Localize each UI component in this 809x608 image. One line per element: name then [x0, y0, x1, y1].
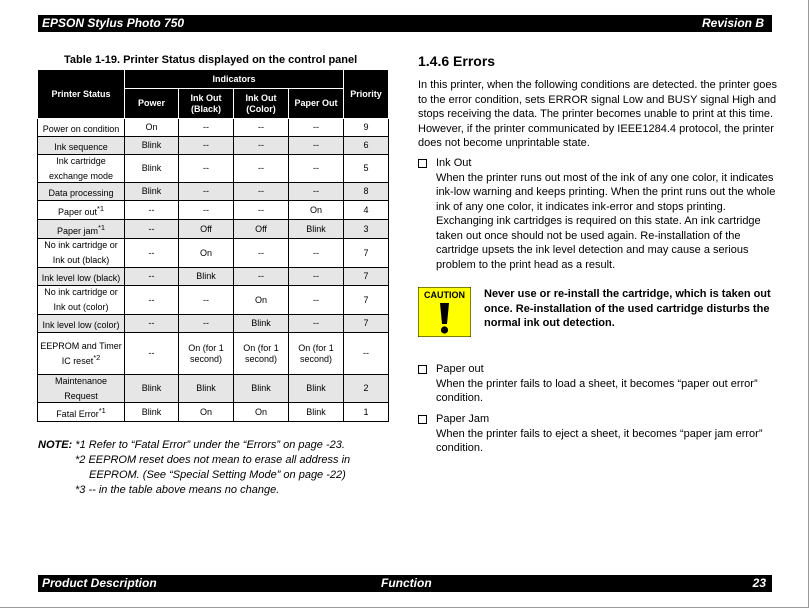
ink-color-cell: Blink	[234, 315, 289, 333]
status-cell: Paper out$^{*1}$	[38, 201, 125, 220]
ink-black-cell: Off	[179, 220, 234, 239]
paper-out-cell: Blink	[289, 375, 344, 403]
status-cell: Power on condition	[38, 119, 125, 137]
ink-color-cell: --	[234, 183, 289, 201]
ink-color-cell: --	[234, 137, 289, 155]
paper-out-body: When the printer fails to load a sheet, it becomes “paper out error” condition.	[436, 377, 758, 404]
paper-out-title: Paper out	[436, 363, 484, 375]
table-row	[38, 220, 389, 239]
ink-black-cell: Blink	[179, 268, 234, 286]
status-cell: Data processing	[38, 183, 125, 201]
paper-out-cell: Blink	[289, 220, 344, 239]
power-cell: --	[125, 333, 179, 375]
table-row	[38, 137, 389, 155]
note-line-3: EEPROM. (See “Special Setting Mode” on page -22)	[89, 469, 346, 481]
status-cell: No ink cartridge or Ink out (black)	[38, 239, 125, 268]
ink-black-cell: --	[179, 201, 234, 220]
note-line-1: *1 Refer to “Fatal Error” under the “Errors” on page -23.	[75, 439, 345, 451]
paper-out-cell: --	[289, 155, 344, 183]
bullet-box-icon	[418, 159, 427, 168]
power-cell: --	[125, 239, 179, 268]
ink-black-cell: --	[179, 137, 234, 155]
power-cell: --	[125, 220, 179, 239]
header-printer-status: Printer Status	[38, 70, 125, 119]
header-paper-out: Paper Out	[289, 89, 344, 119]
paper-out-cell: --	[289, 119, 344, 137]
ink-black-cell: --	[179, 183, 234, 201]
priority-cell: 9	[344, 119, 389, 137]
header-priority: Priority	[344, 70, 389, 119]
priority-cell: --	[344, 333, 389, 375]
bullet-box-icon	[418, 415, 427, 424]
page-header	[38, 15, 772, 32]
table-row	[38, 183, 389, 201]
ink-black-cell: --	[179, 155, 234, 183]
paper-jam-body: When the printer fails to eject a sheet, it becomes “paper jam error” condition.	[436, 427, 763, 454]
note-label: NOTE:	[38, 439, 73, 451]
header-ink-out-color: Ink Out (Color)	[234, 89, 289, 119]
paper-out-cell: On (for 1 second)	[289, 333, 344, 375]
table-row	[38, 375, 389, 403]
ink-out-title: Ink Out	[436, 157, 472, 169]
ink-black-cell: --	[179, 315, 234, 333]
note-line-4: *3 -- in the table above means no change.	[75, 484, 280, 496]
page-number: 23	[752, 576, 766, 590]
ink-color-cell: On	[234, 286, 289, 315]
power-cell: --	[125, 315, 179, 333]
power-cell: Blink	[125, 137, 179, 155]
ink-color-cell: Blink	[234, 375, 289, 403]
status-cell: Ink cartridge exchange mode	[38, 155, 125, 183]
priority-cell: 7	[344, 286, 389, 315]
table-row	[38, 155, 389, 183]
status-cell: No ink cartridge or Ink out (color)	[38, 286, 125, 315]
power-cell: --	[125, 286, 179, 315]
ink-color-cell: --	[234, 119, 289, 137]
priority-cell: 7	[344, 239, 389, 268]
ink-color-cell: --	[234, 201, 289, 220]
priority-cell: 2	[344, 375, 389, 403]
header-ink-out-black: Ink Out (Black)	[179, 89, 234, 119]
table-row	[38, 286, 389, 315]
caution-icon	[418, 287, 471, 337]
ink-black-cell: On	[179, 239, 234, 268]
ink-color-cell: Off	[234, 220, 289, 239]
errors-intro: In this printer, when the following conditions are detected. the printer goes to the error condition, sets ERROR signal Low and BUSY signal High and stops receiving the data. The printer becomes unable to print at this time. However, if the printer communicated by IEEE1284.4 protocol, the printer does not become unprintable state.	[418, 79, 777, 149]
caution-text: Never use or re-install the cartridge, which is taken out once. Re-installation of the used cartridge disturbs the normal ink out detection.	[484, 288, 771, 329]
ink-black-cell: On (for 1 second)	[179, 333, 234, 375]
ink-out-body: When the printer runs out most of the ink of any one color, it indicates ink-low warning and keeps printing. When the print runs out the whole ink of any one color, it indicates ink-error and stops printing. Exchanging ink cartridges is required on this state. An ink cartridge taken out once should not be used again. Re-installation of the cartridge upsets the ink level detection and may cause a serious problem to the print head as a result.	[436, 171, 776, 271]
power-cell: Blink	[125, 403, 179, 422]
section-title: 1.4.6 Errors	[418, 53, 496, 69]
table-row	[38, 333, 389, 375]
power-cell: Blink	[125, 183, 179, 201]
status-cell: Fatal Error$^{*1}$	[38, 403, 125, 422]
power-cell: Blink	[125, 155, 179, 183]
ink-color-cell: --	[234, 155, 289, 183]
priority-cell: 3	[344, 220, 389, 239]
priority-cell: 4	[344, 201, 389, 220]
page-footer	[38, 575, 772, 592]
ink-color-cell: On	[234, 403, 289, 422]
table-caption: Table 1-19. Printer Status displayed on the control panel	[64, 54, 358, 66]
paper-out-cell: --	[289, 239, 344, 268]
note-line-2: *2 EEPROM reset does not mean to erase all address in	[75, 454, 351, 466]
priority-cell: 6	[344, 137, 389, 155]
printer-status-table	[37, 69, 389, 422]
ink-black-cell: On	[179, 403, 234, 422]
bullet-box-icon	[418, 365, 427, 374]
table-row	[38, 119, 389, 137]
power-cell: On	[125, 119, 179, 137]
ink-black-cell: --	[179, 119, 234, 137]
header-power: Power	[125, 89, 179, 119]
paper-out-cell: --	[289, 286, 344, 315]
status-cell: Maintenanoe Request	[38, 375, 125, 403]
priority-cell: 5	[344, 155, 389, 183]
table-row	[38, 403, 389, 422]
ink-color-cell: --	[234, 268, 289, 286]
paper-out-cell: --	[289, 137, 344, 155]
table-row	[38, 239, 389, 268]
priority-cell: 7	[344, 315, 389, 333]
status-cell: Ink level low (color)	[38, 315, 125, 333]
paper-out-cell: Blink	[289, 403, 344, 422]
table-row	[38, 268, 389, 286]
ink-black-cell: Blink	[179, 375, 234, 403]
power-cell: Blink	[125, 375, 179, 403]
paper-out-cell: --	[289, 183, 344, 201]
footer-section: Product Description	[42, 576, 157, 590]
priority-cell: 7	[344, 268, 389, 286]
header-product: EPSON Stylus Photo 750	[42, 16, 185, 30]
power-cell: --	[125, 268, 179, 286]
priority-cell: 8	[344, 183, 389, 201]
status-cell: Ink level low (black)	[38, 268, 125, 286]
paper-out-cell: On	[289, 201, 344, 220]
table-row	[38, 201, 389, 220]
priority-cell: 1	[344, 403, 389, 422]
status-cell: Paper jam$^{*1}$	[38, 220, 125, 239]
paper-out-cell: --	[289, 315, 344, 333]
ink-color-cell: On (for 1 second)	[234, 333, 289, 375]
power-cell: --	[125, 201, 179, 220]
header-indicators: Indicators	[125, 70, 344, 89]
footer-chapter: Function	[381, 576, 432, 590]
caution-label: CAUTION	[424, 290, 465, 300]
paper-out-cell: --	[289, 268, 344, 286]
header-revision: Revision B	[701, 16, 764, 30]
ink-black-cell: --	[179, 286, 234, 315]
status-cell: EEPROM and Timer IC reset$^{*2}$	[38, 333, 125, 375]
table-row	[38, 315, 389, 333]
paper-jam-title: Paper Jam	[436, 413, 490, 425]
table-notes	[38, 438, 350, 498]
status-cell: Ink sequence	[38, 137, 125, 155]
ink-color-cell: --	[234, 239, 289, 268]
